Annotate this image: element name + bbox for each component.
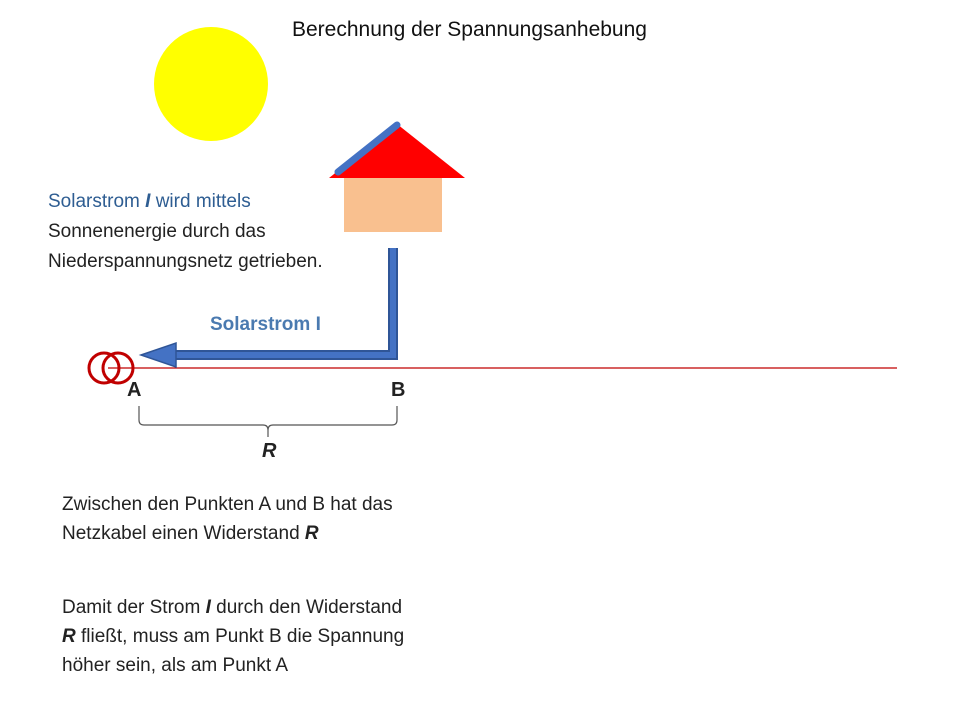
voltage-paragraph <box>62 593 407 680</box>
intro-text-rest: Sonnenenergie durch das Niederspannungsnetz getrieben. <box>48 221 323 272</box>
resistance-paragraph <box>62 490 407 548</box>
point-a-label: A <box>127 379 142 401</box>
resistance-brace <box>139 406 397 437</box>
page-title: Berechnung der Spannungsanhebung <box>292 18 647 41</box>
intro-text-part1: Solarstrom <box>48 191 146 212</box>
voltage-paragraph-current-symbol: I <box>205 597 211 618</box>
resistance-paragraph-symbol: R <box>304 523 319 544</box>
voltage-paragraph-text-3: fließt, muss am Punkt B die Spannung höher sein, als am Punkt A <box>62 626 405 676</box>
intro-text-part2: wird mittels <box>150 191 251 212</box>
voltage-paragraph-text-1: Damit der Strom <box>62 597 206 618</box>
intro-text <box>48 187 338 277</box>
house-icon <box>329 124 465 232</box>
resistance-paragraph-text: Zwischen den Punkten A und B hat das Netzkabel einen Widerstand <box>62 494 393 544</box>
intro-text-current-symbol: I <box>145 191 151 212</box>
resistance-label: R <box>262 440 277 462</box>
sun-icon <box>154 27 268 141</box>
house-roof <box>329 124 465 178</box>
current-flow-label: Solarstrom I <box>210 314 321 335</box>
voltage-paragraph-text-2: durch den Widerstand <box>210 597 403 618</box>
voltage-paragraph-resistance-symbol: R <box>62 626 76 647</box>
point-b-label: B <box>391 379 406 401</box>
house-wall <box>344 178 442 232</box>
